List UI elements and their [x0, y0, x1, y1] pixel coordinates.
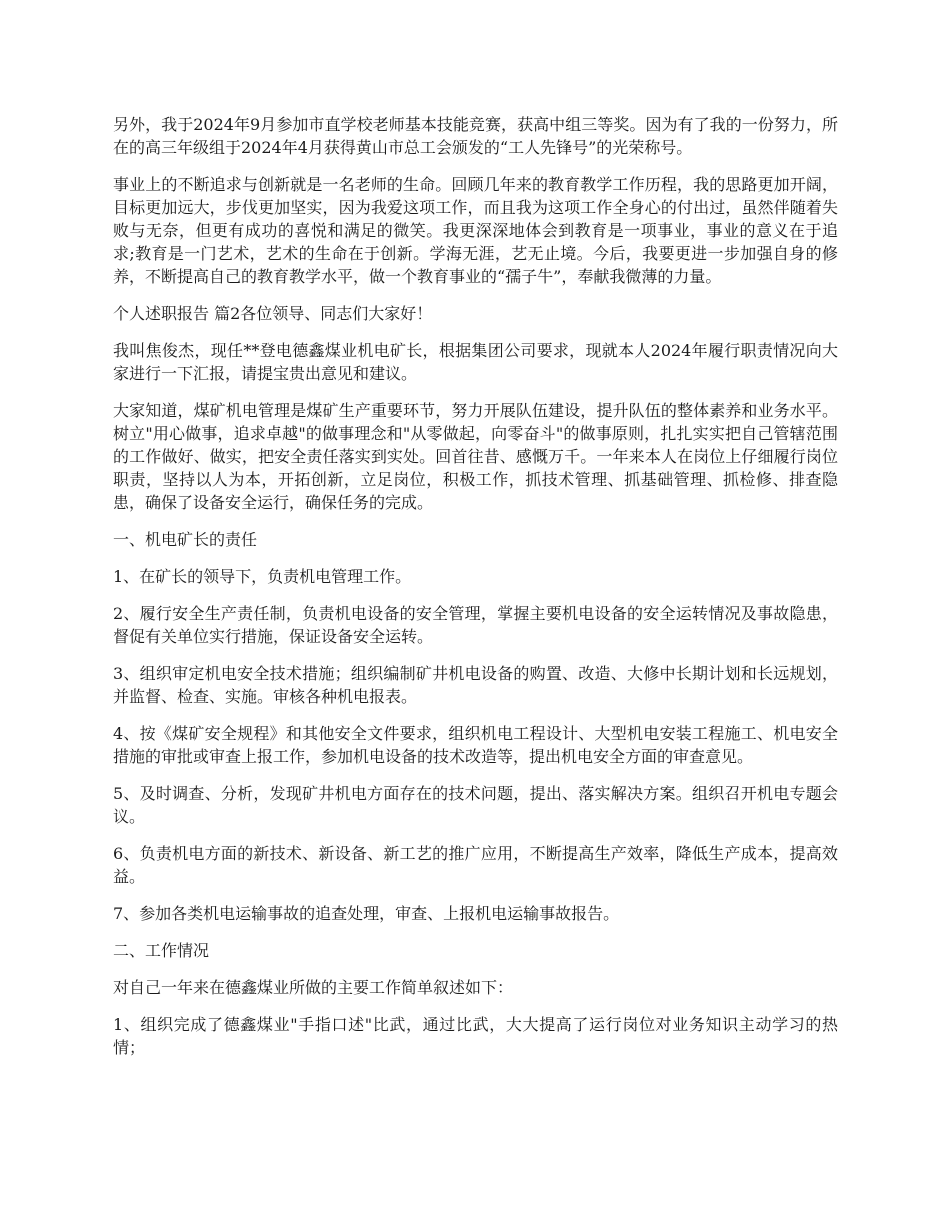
paragraph-work-intro: 对自己一年来在德鑫煤业所做的主要工作简单叙述如下：	[113, 978, 514, 997]
paragraph-summary: 大家知道，煤矿机电管理是煤矿生产重要环节，努力开展队伍建设，提升队伍的整体素养和业务水平。树立"用心做事，追求卓越"的做事理念和"从零做起，向零奋斗"的做事原则，扎扎实实把自己管辖范围的工作做好、做实，把安全责任落实到实处。回首往昔、感慨万千。一年来本人在岗位上仔细履行岗位职责，坚持以人为本，开拓创新，立足岗位，积极工作，抓技术管理、抓基础管理、抓检修、排查隐患，确保了设备安全运行，确保任务的完成。	[113, 401, 838, 512]
paragraph-2: 事业上的不断追求与创新就是一名老师的生命。回顾几年来的教育教学工作历程，我的思路更加开阔，目标更加远大，步伐更加坚实，因为我爱这项工作，而且我为这项工作全身心的付出过，虽然伴随着失败与无奈，但更有成功的喜悦和满足的微笑。我更深深地体会到教育是一项事业，事业的意义在于追求;教育是一门艺术，艺术的生命在于创新。学海无涯，艺无止境。今后，我要更进一步加强自身的修养，不断提高自己的教育教学水平，做一个教育事业的“孺子牛”，奉献我微薄的力量。	[113, 175, 838, 286]
list-item: 6、负责机电方面的新技术、新设备、新工艺的推广应用，不断提高生产效率，降低生产成本，提高效益。	[113, 844, 838, 886]
list-item: 2、履行安全生产责任制，负责机电设备的安全管理，掌握主要机电设备的安全运转情况及事故隐患，督促有关单位实行措施，保证设备安全运转。	[113, 604, 838, 646]
list-item: 7、参加各类机电运输事故的追查处理，审查、上报机电运输事故报告。	[113, 904, 620, 923]
section-heading-work: 二、工作情况	[113, 941, 210, 960]
paragraph-1: 另外，我于2024年9月参加市直学校老师基本技能竞赛，获高中组三等奖。因为有了我的一份努力，所在的高三年级组于2024年4月获得黄山市总工会颁发的“工人先锋号”的光荣称号。	[113, 115, 838, 157]
list-item: 1、组织完成了德鑫煤业"手指口述"比武，通过比武，大大提高了运行岗位对业务知识主动学习的热情；	[113, 1015, 838, 1057]
list-item: 3、组织审定机电安全技术措施；组织编制矿井机电设备的购置、改造、大修中长期计划和长远规划，并监督、检查、实施。审核各种机电报表。	[113, 664, 838, 706]
section-heading-responsibility: 一、机电矿长的责任	[113, 530, 258, 549]
list-item: 4、按《煤矿安全规程》和其他安全文件要求，组织机电工程设计、大型机电安装工程施工、机电安全措施的审批或审查上报工作，参加机电设备的技术改造等，提出机电安全方面的审查意见。	[113, 724, 838, 766]
list-item: 1、在矿长的领导下，负责机电管理工作。	[113, 567, 412, 586]
paragraph-intro: 我叫焦俊杰，现任**登电德鑫煤业机电矿长，根据集团公司要求，现就本人2024年履行职责情况向大家进行一下汇报，请提宝贵出意见和建议。	[113, 341, 838, 383]
section-heading-report: 个人述职报告 篇2各位领导、同志们大家好！	[113, 304, 433, 323]
list-item: 5、及时调查、分析，发现矿井机电方面存在的技术问题，提出、落实解决方案。组织召开机电专题会议。	[113, 784, 838, 826]
